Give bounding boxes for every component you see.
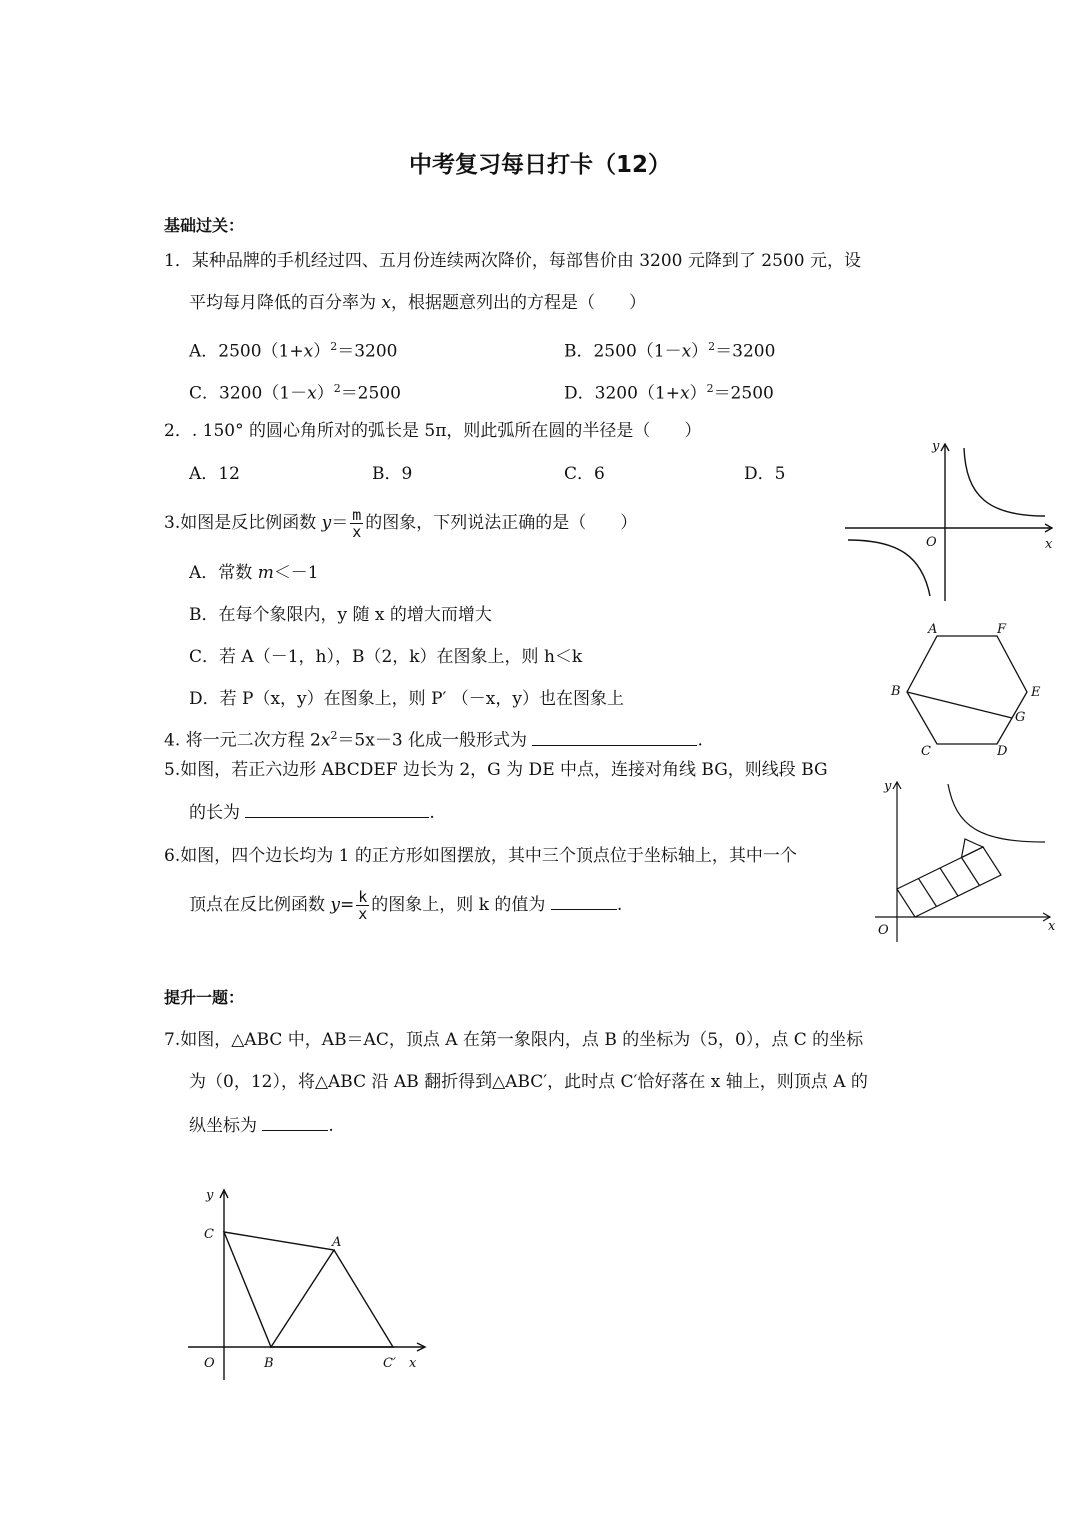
diagonal-bg (907, 692, 1012, 718)
q2-option-b: B．9 (372, 464, 413, 484)
q3-option-b: B．在每个象限内，y 随 x 的增大而增大 (189, 605, 492, 625)
x-axis-label: x (1048, 919, 1056, 934)
triangle-abc-prime (271, 1250, 393, 1347)
origin-label: O (204, 1356, 215, 1371)
q7-line1: 7.如图，△ABC 中，AB＝AC，顶点 A 在第一象限内，点 B 的坐标为（5，0），点 C 的坐标 (164, 1030, 864, 1050)
q2-option-c: C．6 (564, 464, 605, 484)
vertex-c-label: C (921, 744, 931, 759)
y-axis-label: y (932, 439, 940, 454)
point-b-label: B (264, 1356, 274, 1371)
q6-fraction: $\frac{k}{x}$ (358, 888, 368, 923)
y-axis-label: y (206, 1188, 214, 1203)
page-title: 中考复习每日打卡（12） (408, 152, 671, 178)
hyperbola-figure (840, 436, 1060, 606)
q1-line2: 平均每月降低的百分率为 x，根据题意列出的方程是（ ） (189, 293, 646, 313)
q6-answer-blank (551, 893, 617, 910)
q6-line1: 6.如图，四个边长均为 1 的正方形如图摆放，其中三个顶点位于坐标轴上，其中一个 (164, 846, 797, 866)
q4-line1: 4. 将一元二次方程 $2x^2=5x-3$ 化成一般形式为 . (164, 729, 703, 751)
section-basic: 基础过关： (164, 216, 245, 235)
vertex-b-label: B (891, 684, 901, 699)
hyperbola-branch-q1 (964, 448, 1045, 516)
square-divider-1 (919, 879, 937, 907)
vertex-d-label: D (997, 744, 1008, 759)
x-axis-label: x (1045, 537, 1053, 552)
section-advanced: 提升一题： (164, 988, 245, 1007)
origin-label: O (878, 923, 889, 938)
point-a-label: A (332, 1235, 342, 1250)
q5-line2: 的长为 . (189, 803, 435, 823)
vertex-f-label: F (997, 622, 1007, 637)
q7-answer-blank (262, 1114, 328, 1131)
top-square (962, 839, 984, 858)
q3-option-d: D．若 P（x，y）在图象上，则 P′ （－x，y）也在图象上 (189, 689, 624, 709)
hyperbola-curve (948, 784, 1045, 842)
vertex-a-label: A (928, 622, 938, 637)
q2-option-d: D．5 (744, 464, 786, 484)
y-axis-label: y (884, 779, 892, 794)
q2-line1: 2．. 150° 的圆心角所对的弧长是 5π，则此弧所在圆的半径是（ ） (164, 421, 702, 441)
triangle-abc (224, 1232, 334, 1347)
q3-option-a: A．常数 m＜－1 (189, 563, 319, 583)
q1-option-b: B．$2500(1-x)^2=3200$ (564, 340, 776, 362)
hyperbola-branch-q3 (848, 540, 930, 596)
hexagon-shape (907, 636, 1027, 744)
triangle-figure (180, 1180, 440, 1390)
q5-line1: 5.如图，若正六边形 ABCDEF 边长为 2，G 为 DE 中点，连接对角线 BG，则线段 BG (164, 760, 828, 780)
q1-option-c: C．$3200(1-x)^2=2500$ (189, 382, 401, 404)
q4-answer-blank (532, 729, 697, 746)
square-divider-3 (962, 858, 980, 886)
q1-line1: 1．某种品牌的手机经过四、五月份连续两次降价，每部售价由 3200 元降到了 2500 元，设 (164, 251, 861, 271)
q2-option-a: A．12 (189, 464, 240, 484)
point-g-label: G (1015, 710, 1026, 725)
q6-line2: 顶点在反比例函数 y= $\frac{k}{x}$ 的图象上，则 k 的值为 . (189, 888, 623, 923)
squares-figure (870, 772, 1060, 947)
point-c-label: C (204, 1227, 214, 1242)
origin-label: O (926, 535, 937, 550)
q3-option-c: C．若 A（－1，h），B（2，k）在图象上，则 h＜k (189, 647, 583, 667)
hexagon-figure (885, 620, 1055, 760)
q5-answer-blank (245, 801, 429, 818)
q3-fraction: $\frac{m}{x}$ (352, 506, 362, 541)
q1-option-a: A．$2500(1+x)^2=3200$ (189, 340, 398, 362)
q7-line3: 纵坐标为 . (189, 1116, 334, 1136)
vertex-e-label: E (1031, 685, 1041, 700)
q7-line2: 为（0，12），将△ABC 沿 AB 翻折得到△ABC′，此时点 C′恰好落在 x 轴上，则顶点 A 的 (189, 1072, 868, 1092)
square-divider-2 (940, 868, 958, 896)
x-axis-label: x (409, 1356, 417, 1371)
q3-line1: 3.如图是反比例函数 y＝ $\frac{m}{x}$ 的图象，下列说法正确的是（ ） (164, 506, 638, 541)
q1-option-d: D．$3200(1+x)^2=2500$ (564, 382, 774, 404)
point-c-prime-label: C′ (383, 1356, 396, 1371)
